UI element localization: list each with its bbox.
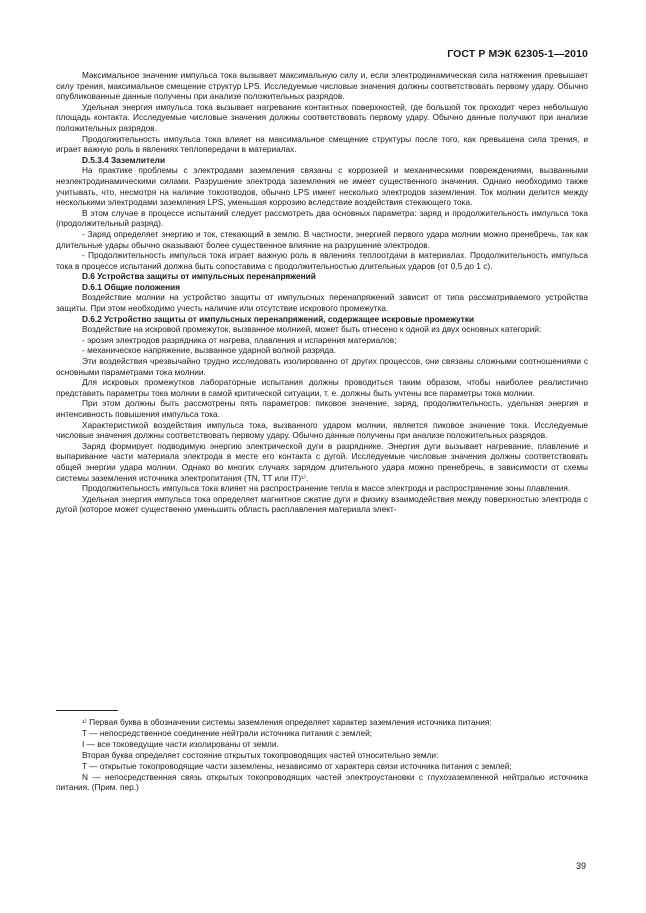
footnote-line: ¹⁾ Первая буква в обозначении системы заземления определяет характер заземления источника питания:	[82, 717, 492, 727]
paragraph: Характеристикой воздействия импульса тока, вызванного ударом молнии, является пиковое значение тока. Исследуемые числовые значения должны соответствовать первому удару. Обычно данные получены при анализе положительных разрядов.	[56, 419, 588, 441]
page-body	[56, 70, 588, 515]
footnote-line: T — непосредственное соединение нейтрали источника питания с землей;	[82, 727, 373, 738]
paragraph: Воздействие молнии на устройство защиты от импульсных перенапряжений зависит от типа рассматриваемого устройства защиты. При этом необходимо учесть наличие или отсутствие искрового промежутка.	[56, 292, 588, 314]
paragraph: Удельная энергия импульса тока определяет магнитное сжатие дуги и физику взаимодействия между поверхностью электрода с дугой (которое может существенно уменьшить область расплавления материала элект-	[56, 493, 588, 515]
section-heading: D.5.3.4 Заземлители	[82, 154, 166, 165]
section-heading: D.6 Устройства защиты от импульсных перенапряжений	[82, 271, 316, 282]
footnote-line: N — непосредственная связь открытых токопроводящих частей электроустановки с глухозаземленной нейтралью источника питания. (Прим. пер.)	[56, 771, 588, 793]
paragraph: Для искровых промежутков лабораторные испытания должны проводиться таким образом, чтобы наиболее реалистично представить параметры тока молнии в самой критической ситуации, т. е. должны быть учтены все параметры тока молнии.	[56, 377, 588, 398]
paragraph: Продолжительность импульса тока влияет на максимальное смещение структуры после того, как превышена сила трения, и играет важную роль в явлениях теплопередачи в материалах.	[56, 133, 588, 155]
paragraph: - Заряд определяет энергию и ток, стекающий в землю. В частности, энергией первого удара молнии можно пренебречь, так как длительные удары обычно оказывают более существенное влияние на разрушение электродов.	[56, 228, 588, 250]
paragraph: Эти воздействия чрезвычайно трудно исследовать изолированно от других процессов, они связаны сложными соотношениями с основными параметрами тока молнии.	[56, 356, 588, 377]
section-heading: D.6.1 Общие положения	[82, 281, 181, 292]
section-heading: D.6.2 Устройство защиты от импульсных перенапряжений, содержащее искровые промежутки	[82, 313, 475, 324]
footnote-line: T — открытые токопроводящие части заземлены, независимо от характера связи источника питания с землей;	[82, 760, 512, 771]
paragraph: В этом случае в процессе испытаний следует рассмотреть два основных параметра: заряд и продолжительность импульса тока (продолжительный разряд).	[56, 207, 588, 229]
paragraph: - эрозия электродов разрядника от нагрева, плавления и испарения материалов;	[82, 334, 397, 345]
footnote-line: Вторая буква определяет состояние открытых токопроводящих частей относительно земли:	[82, 749, 439, 760]
footnotes	[56, 717, 588, 793]
footnote-line: I — все токоведущие части изолированы от земли.	[82, 738, 279, 749]
paragraph: - механическое напряжение, вызванное ударной волной разряда.	[82, 345, 337, 356]
paragraph: Заряд формирует подводимую энергию электрической дуги в разряднике. Энергия дуги вызывает нагревание, плавление и выпаривание части материала электрода в месте его контакта с дугой. Исследуемые числовые значения должны соответствовать общей энергии удара молнии. Однако во многих случаях зарядом длительного удара можно пренебречь, в зависимости от схемы системы заземления источника электропитания (TN, TT или IT)¹⁾.	[56, 440, 588, 483]
paragraph: - Продолжительность импульса тока играет важную роль в явлениях теплоотдачи в материалах. Продолжительность импульса тока в процессе испытаний должна быть сопоставима с продолжительностью длительных ударов (от 0,5 до 1 с).	[56, 250, 588, 271]
document-header: ГОСТ Р МЭК 62305-1—2010	[447, 48, 588, 60]
paragraph: Максимальное значение импульса тока вызывает максимальную силу и, если электродинамическая сила натяжения превышает силу трения, максимальное смещение структур LPS. Исследуемые числовые значения должны соответствовать первому удару. Обычно опубликованные данные получены при анализе положительных разрядов.	[56, 70, 588, 102]
paragraph: При этом должны быть рассмотрены пять параметров: пиковое значение, заряд, продолжительность, удельная энергия и интенсивность повышения импульса тока.	[56, 398, 588, 419]
paragraph: Удельная энергия импульса тока вызывает нагревание контактных поверхностей, где большой ток проходит через небольшую площадь контакта. Исследуемые числовые значения должны соответствовать первому удару. Обычно данные получают при анализе положительных разрядов.	[56, 101, 588, 133]
paragraph: На практике проблемы с электродами заземления связаны с коррозией и механическими повреждениями, вызванными неэлектродинамическими силами. Разрушение электрода заземления не имеет существенного значения. Однако необходимо также учитывать, что, несмотря на наличие токоотводов, обычно LPS имеет несколько электродов заземления. Ток молнии делится между несколькими электродами заземления LPS, уменьшая коррозию вследствие воздействия стекающего тока.	[56, 165, 588, 208]
footnote-divider	[56, 710, 118, 711]
paragraph: Воздействие на искровой промежуток, вызванное молнией, может быть отнесено к одной из двух основных категорий:	[82, 324, 542, 335]
page-number: 39	[575, 861, 586, 871]
paragraph: Продолжительность импульса тока влияет на распространение тепла в массе электрода и распространение зоны плавления.	[82, 483, 571, 494]
